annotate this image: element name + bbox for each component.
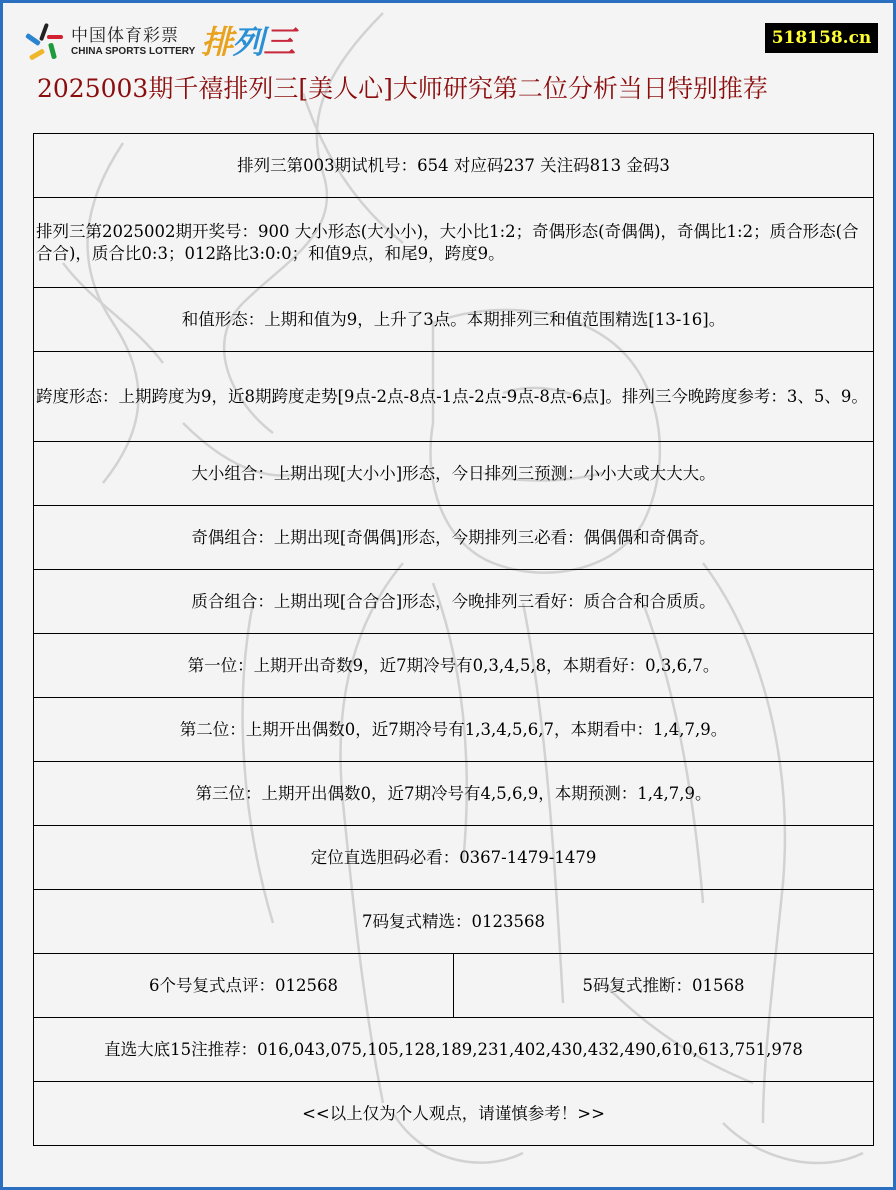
page-title: 2025003期千禧排列三[美人心]大师研究第二位分析当日特别推荐 <box>37 74 768 103</box>
lottery-star-icon <box>23 21 65 63</box>
china-sports-lottery-logo <box>23 21 294 63</box>
six-code-cell: 6个号复式点评：012568 <box>34 954 454 1018</box>
table-row <box>34 954 874 1018</box>
seven-code-cell: 7码复式精选：0123568 <box>34 890 874 954</box>
third-position-cell: 第三位：上期开出偶数0，近7期冷号有4,5,6,9，本期预测：1,4,7,9。 <box>34 762 874 826</box>
analysis-table <box>33 133 874 1146</box>
table-row <box>34 134 874 198</box>
big-small-cell: 大小组合：上期出现[大小小]形态，今日排列三预测：小小大或大大大。 <box>34 442 874 506</box>
table-row <box>34 198 874 288</box>
direct-15-cell: 直选大底15注推荐：016,043,075,105,128,189,231,402,430,432,490,610,613,751,978 <box>34 1018 874 1082</box>
span-pattern-cell: 跨度形态：上期跨度为9，近8期跨度走势[9点-2点-8点-1点-2点-9点-8点-6点]。排列三今晚跨度参考：3、5、9。 <box>34 352 874 442</box>
table-row <box>34 352 874 442</box>
position-dan-cell: 定位直选胆码必看：0367-1479-1479 <box>34 826 874 890</box>
site-badge[interactable]: 518158.cn <box>765 23 878 53</box>
disclaimer-cell: <<以上仅为个人观点，请谨慎参考！>> <box>34 1082 874 1146</box>
first-position-cell: 第一位：上期开出奇数9，近7期冷号有0,3,4,5,8，本期看好：0,3,6,7。 <box>34 634 874 698</box>
table-row <box>34 442 874 506</box>
table-row <box>34 288 874 352</box>
second-position-cell: 第二位：上期开出偶数0，近7期冷号有1,3,4,5,6,7，本期看中：1,4,7,9。 <box>34 698 874 762</box>
table-row <box>34 1018 874 1082</box>
table-row <box>34 1082 874 1146</box>
table-row <box>34 570 874 634</box>
sum-pattern-cell: 和值形态：上期和值为9，上升了3点。本期排列三和值范围精选[13-16]。 <box>34 288 874 352</box>
odd-even-cell: 奇偶组合：上期出现[奇偶偶]形态，今期排列三必看：偶偶偶和奇偶奇。 <box>34 506 874 570</box>
five-code-cell: 5码复式推断：01568 <box>454 954 874 1018</box>
trial-number-cell: 排列三第003期试机号：654 对应码237 关注码813 金码3 <box>34 134 874 198</box>
table-row <box>34 826 874 890</box>
table-row <box>34 890 874 954</box>
pailie3-wordmark: 排列三 <box>201 23 295 61</box>
prime-composite-cell: 质合组合：上期出现[合合合]形态，今晚排列三看好：质合合和合质质。 <box>34 570 874 634</box>
last-draw-cell: 排列三第2025002期开奖号：900 大小形态(大小小)，大小比1:2；奇偶形态(奇偶偶)，奇偶比1:2；质合形态(合合合)，质合比0:3；012路比3:0:0；和值9点，和尾9，跨度9。 <box>34 198 874 288</box>
table-row <box>34 762 874 826</box>
table-row <box>34 698 874 762</box>
logo-cn-text: 中国体育彩票 <box>71 26 179 46</box>
logo-en-text: CHINA SPORTS LOTTERY <box>71 46 196 57</box>
table-row <box>34 506 874 570</box>
table-row <box>34 634 874 698</box>
